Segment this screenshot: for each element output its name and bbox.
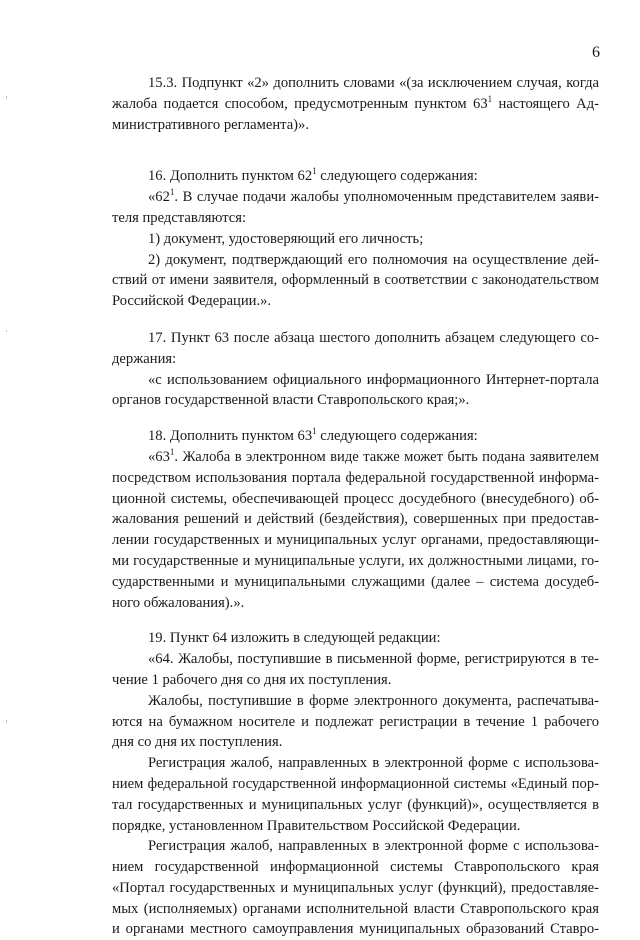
text-line: 15.3. Подпункт «2» дополнить словами «(за исключением случая, когда (148, 75, 599, 91)
text-line: Регистрация жалоб, направленных в электронной форме с использова- (148, 755, 599, 772)
text-line: и органами местного самоуправления муниципальных образований Ставро- (112, 921, 599, 938)
text-line: мых (исполняемых) органами исполнительной власти Ставропольского края (112, 900, 599, 917)
text-line: 18. Дополнить пунктом $63^1$ следующего содержания: (148, 426, 478, 445)
text-line: посредством использования портала федеральной государственной информа- (112, 469, 599, 486)
scan-edge-mark (6, 720, 7, 723)
page-number: 6 (592, 44, 600, 61)
text-line: «Портал государственных и муниципальных услуг (функций), предоставляе- (112, 879, 599, 896)
text-line: порядке, установленном Правительством Российской Федерации. (112, 817, 521, 834)
text-line: «$62^1$. В случае подачи жалобы уполномоченным представителем заяви- (148, 187, 599, 206)
text-line: 17. Пункт 63 после абзаца шестого дополнить абзацем следующего со- (148, 329, 599, 346)
text-line: ются на бумажном носителе и подлежат регистрации в течение 1 рабочего (112, 713, 599, 730)
text-line: ми государственные и муниципальные услуги, их должностными лицами, го- (112, 552, 599, 569)
scan-edge-mark (6, 330, 7, 332)
text-line: Жалобы, поступившие в форме электронного документа, распечатыва- (148, 692, 599, 709)
text-line: тал государственных и муниципальных услуг (функций)», осуществляется в (112, 796, 599, 813)
text-line: чение 1 рабочего дня со дня их поступления. (112, 671, 392, 688)
text-line: теля представляются: (112, 209, 247, 226)
text-line: «$63^1$. Жалоба в электронном виде также может быть подана заявителем (148, 446, 599, 465)
text-line: Российской Федерации.». (112, 293, 272, 310)
text-line: сударственными и муниципальными служащими (далее – система досудеб- (112, 573, 599, 590)
text-line: жалоба подается способом, предусмотренным пунктом $63^1$ настоящего Ад- (112, 93, 600, 112)
text-line: ного обжалования).». (112, 594, 245, 611)
text-line: жалования решений и действий (бездействия), совершенных при предостав- (112, 511, 599, 528)
text-line: органов государственной власти Ставропольского края;». (112, 392, 470, 409)
text-line: «64. Жалобы, поступившие в письменной форме, регистрируются в те- (148, 651, 599, 668)
text-line: нием федеральной государственной информационной системы «Единый пор- (112, 775, 599, 792)
text-line: нием государственной информационной системы Ставропольского края (112, 859, 599, 876)
text-line: Регистрация жалоб, направленных в электронной форме с использова- (148, 838, 599, 855)
text-line: ционной системы, обеспечивающей процесс досудебного (внесудебного) об- (112, 490, 599, 507)
scan-edge-mark (6, 96, 7, 99)
document-body (112, 73, 599, 940)
text-line: 16. Дополнить пунктом $62^1$ следующего содержания: (148, 166, 478, 185)
text-line: министративного регламента)». (112, 116, 309, 133)
text-line: дня со дня их поступления. (112, 734, 283, 751)
text-line: 2) документ, подтверждающий его полномочия на осуществление дей- (148, 251, 599, 268)
text-line: лении государственных и муниципальных услуг органами, предоставляющи- (112, 532, 599, 549)
text-line: 19. Пункт 64 изложить в следующей редакции: (148, 630, 441, 647)
text-line: держания: (112, 350, 177, 367)
text-line: ствий от имени заявителя, оформленный в соответствии с законодательством (112, 272, 599, 289)
text-line: 1) документ, удостоверяющий его личность; (148, 230, 424, 247)
text-line: «с использованием официального информационного Интернет-портала (148, 371, 599, 388)
